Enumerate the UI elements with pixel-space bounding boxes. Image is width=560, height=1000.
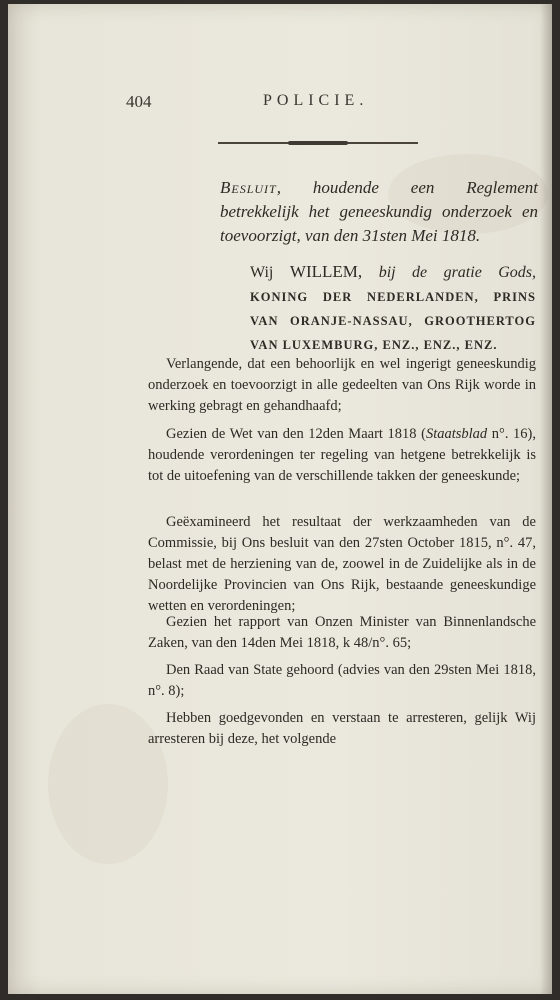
title-wij: Wij bbox=[250, 264, 274, 281]
heading-text: , houdende een Reglement betrekkelijk het geneeskundig onderzoek en toevoorzigt, van den 31sten Mei 1818. bbox=[220, 178, 538, 245]
book-page bbox=[8, 4, 552, 994]
paragraph-geexamineerd bbox=[148, 512, 536, 617]
page-edge-shadow bbox=[540, 4, 552, 994]
paragraph-text: n°. 16), houdende verordeningen ter regeling van hetgene betrekkelijk is tot de uitoefening van de verschillende takken der geneeskunde; bbox=[148, 426, 536, 484]
paragraph-hebben bbox=[148, 708, 536, 750]
paragraph-text: Gezien de Wet van den 12den Maart 1818 ( bbox=[166, 426, 426, 442]
title-titles: KONING DER NEDERLANDEN, PRINS VAN ORANJE-NASSAU, GROOTHERTOG VAN LUXEMBURG, ENZ., ENZ., ENZ. bbox=[250, 290, 536, 352]
ornamental-rule bbox=[218, 142, 418, 144]
page-header bbox=[8, 90, 552, 114]
title-grace: bij de gratie Gods, bbox=[378, 264, 537, 281]
paragraph-text: Hebben goedgevonden en verstaan te arresteren, gelijk Wij arresteren bij deze, het volgende bbox=[148, 710, 536, 747]
paragraph-text: Geëxamineerd het resultaat der werkzaamheden van de Commissie, bij Ons besluit van den 27sten October 1815, n°. 47, belast met de herziening van de, zoowel in de Zuidelijke als in de Noordelijke Provincien van Ons Rijk, bestaande geneeskundige wetten en verordeningen; bbox=[148, 514, 536, 614]
paragraph-gezien-rapport bbox=[148, 612, 536, 654]
running-title: POLICIE. bbox=[263, 92, 369, 109]
heading-lead: Besluit bbox=[220, 178, 277, 197]
paragraph-verlangende bbox=[148, 354, 536, 417]
paragraph-text: Gezien het rapport van Onzen Minister van Binnenlandsche Zaken, van den 14den Mei 1818, k 48/n°. 65; bbox=[148, 614, 536, 651]
paragraph-gezien-wet bbox=[148, 424, 536, 487]
title-willem: WILLEM, bbox=[289, 262, 363, 281]
paragraph-text: Verlangende, dat een behoorlijk en wel ingerigt geneeskundig onderzoek en toevoorzigt in alle gedeelten van Ons Rijk worde in werking gebragt en gehandhaafd; bbox=[148, 356, 536, 414]
paragraph-text: Den Raad van State gehoord (advies van den 29sten Mei 1818, n°. 8); bbox=[148, 662, 536, 699]
page-number: 404 bbox=[126, 92, 152, 111]
paragraph-italic: Staatsblad bbox=[425, 426, 488, 442]
royal-title-block bbox=[250, 260, 536, 357]
decree-heading bbox=[220, 176, 538, 248]
paragraph-raad-van-state bbox=[148, 660, 536, 702]
